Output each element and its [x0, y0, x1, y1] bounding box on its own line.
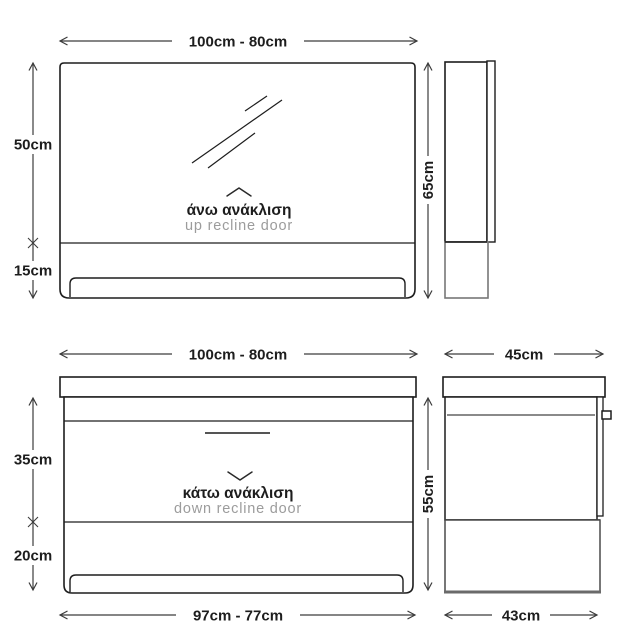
side-mirror-door-panel — [487, 61, 495, 242]
mirror-total-height-label: 65cm — [420, 160, 437, 200]
up-recline-label-greek: άνω ανάκλιση — [186, 202, 292, 219]
vanity-width-label: 100cm - 80cm — [188, 346, 288, 364]
dimension-vanity-width — [60, 345, 417, 364]
dimension-mirror-total-height — [419, 63, 437, 298]
vanity-body-width-label: 97cm - 77cm — [192, 607, 284, 625]
mirror-cabinet-outline — [60, 63, 415, 298]
up-recline-label-english: up recline door — [185, 218, 293, 234]
side-body — [445, 62, 487, 242]
shelf-height-label: 15cm — [13, 262, 53, 280]
dimension-vanity-body-width — [60, 606, 415, 625]
vanity-total-height-label: 55cm — [420, 474, 437, 514]
vanity-depth-label: 45cm — [504, 346, 544, 364]
dimension-vanity-body-depth — [445, 606, 597, 625]
vanity-shelf-height-label: 20cm — [13, 547, 53, 565]
dimension-vanity-total-height — [419, 398, 437, 590]
countertop — [60, 377, 416, 397]
dimension-vanity-depth — [445, 345, 603, 364]
vanity-cabinet-side-view — [443, 377, 611, 592]
dimension-mirror-width — [60, 32, 417, 51]
side-open-shelf — [445, 520, 600, 592]
vanity-cabinet-front-view — [60, 377, 416, 593]
down-recline-label-greek: κάτω ανάκλιση — [182, 485, 294, 502]
vanity-body-depth-label: 43cm — [501, 607, 541, 625]
door-hinge-knob — [602, 411, 611, 419]
side-countertop — [443, 377, 605, 397]
mirror-cabinet-side-view — [445, 61, 495, 298]
dimension-vanity-heights — [11, 398, 55, 590]
down-recline-label-english: down recline door — [173, 501, 303, 517]
mirror-height-label: 50cm — [13, 136, 53, 154]
vanity-door-height-label: 35cm — [13, 451, 53, 469]
side-open-shelf — [445, 242, 488, 298]
mirror-width-label: 100cm - 80cm — [188, 33, 288, 51]
mirror-cabinet-front-view — [60, 63, 415, 298]
dimension-mirror-heights — [11, 63, 55, 298]
